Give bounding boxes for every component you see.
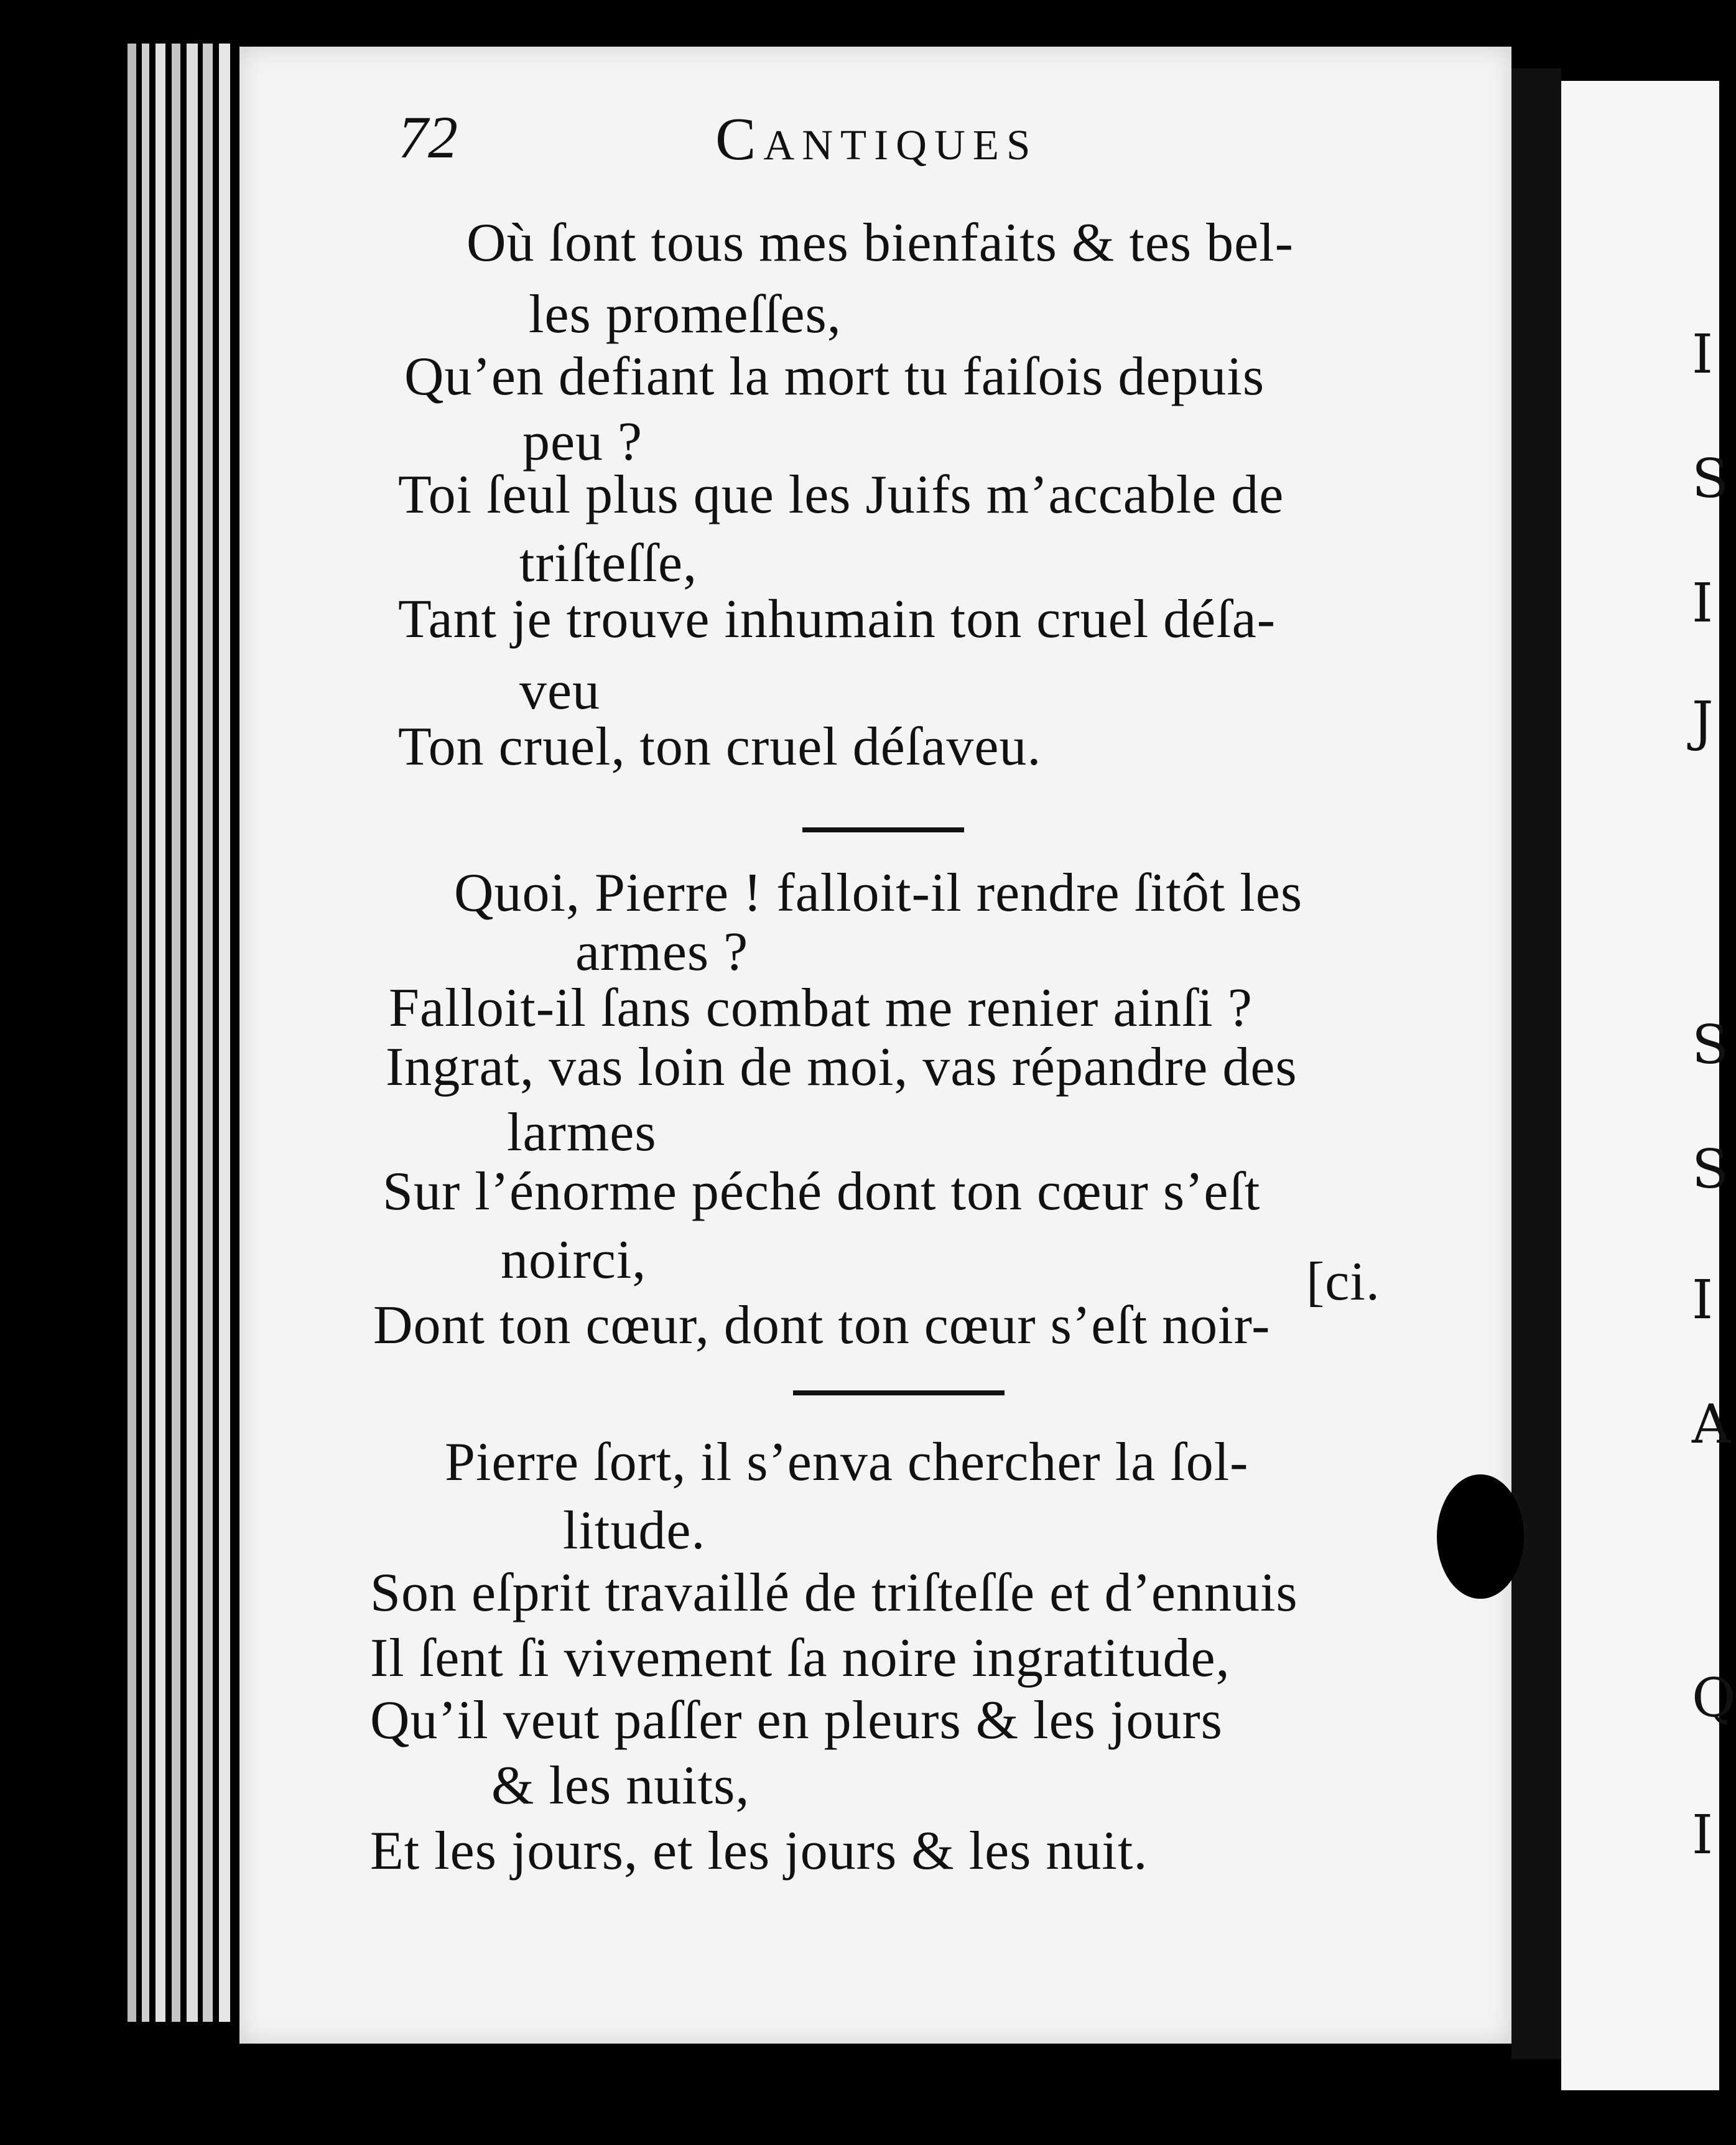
verse-line: armes ? [575, 922, 749, 982]
verse-line: Falloit-il ſans combat me renier ainſi ? [389, 978, 1253, 1038]
verse-line: Ton cruel, ton cruel déſaveu. [398, 717, 1042, 777]
verse-line: litude. [563, 1501, 706, 1561]
verse-line: peu ? [522, 412, 643, 472]
verse-line-turnover: [ci. [1306, 1252, 1380, 1312]
page-edge [128, 44, 136, 2022]
ink-blot [1437, 1474, 1524, 1599]
verse-line: veu [519, 661, 601, 721]
verse-line: Tant je trouve inhumain ton cruel déſa- [398, 589, 1276, 649]
verse-line: Quoi, Pierre ! falloit-il rendre ſitôt les [454, 863, 1303, 923]
facing-page-letter: S [1692, 448, 1729, 510]
verse-line: Toi ſeul plus que les Juifs m’accable de [398, 465, 1284, 525]
facing-page-letter: A [1692, 1394, 1731, 1456]
verse-line: Sur l’énorme péché dont ton cœur s’eſt [383, 1161, 1261, 1222]
verse-line: Et les jours, et les jours & les nuit. [370, 1821, 1148, 1881]
page-edge [142, 44, 149, 2022]
page-edge [203, 44, 213, 2022]
verse-line: Pierre ſort, il s’enva chercher la ſol- [445, 1432, 1249, 1492]
facing-page-letter: I [1692, 323, 1713, 386]
verse-line: & les nuits, [491, 1756, 750, 1816]
facing-page-letter: Q [1692, 1667, 1736, 1729]
verse-line: Ingrat, vas loin de moi, vas répandre des [386, 1037, 1297, 1097]
facing-page-letter: I [1692, 1269, 1713, 1331]
facing-page-letter: S [1692, 1138, 1729, 1201]
page-edge [155, 44, 165, 2022]
verse-line: larmes [507, 1102, 657, 1163]
stanza-divider [793, 1390, 1005, 1395]
book-gutter [1511, 68, 1561, 2059]
verse-line: Dont ton cœur, dont ton cœur s’eſt noir- [373, 1295, 1271, 1356]
verse-line: noirci, [501, 1230, 647, 1290]
verse-line: Qu’il veut paſſer en pleurs & les jours [370, 1690, 1223, 1751]
verse-line: Où ſont tous mes bienfaits & tes bel- [466, 213, 1294, 273]
page-edge [172, 44, 180, 2022]
page-edge [187, 44, 198, 2022]
stanza-divider [802, 827, 964, 832]
page-edge [219, 44, 230, 2022]
facing-page-letter: S [1692, 1014, 1729, 1076]
verse-line: Son eſprit travaillé de triſteſſe et d’ennuis [370, 1563, 1298, 1623]
verse-line: les promeſſes, [529, 284, 842, 345]
running-title: Cantiques [715, 106, 1038, 173]
verse-line: Il ſent ſi vivement ſa noire ingratitude, [370, 1628, 1230, 1688]
verse-line: triſteſſe, [519, 533, 698, 593]
facing-page-letter: I [1692, 572, 1713, 635]
page-number: 72 [398, 104, 458, 170]
facing-page-letter: J [1692, 691, 1714, 753]
facing-page-letter: I [1692, 1804, 1713, 1866]
verse-line: Qu’en defiant la mort tu faiſois depuis [404, 347, 1265, 407]
